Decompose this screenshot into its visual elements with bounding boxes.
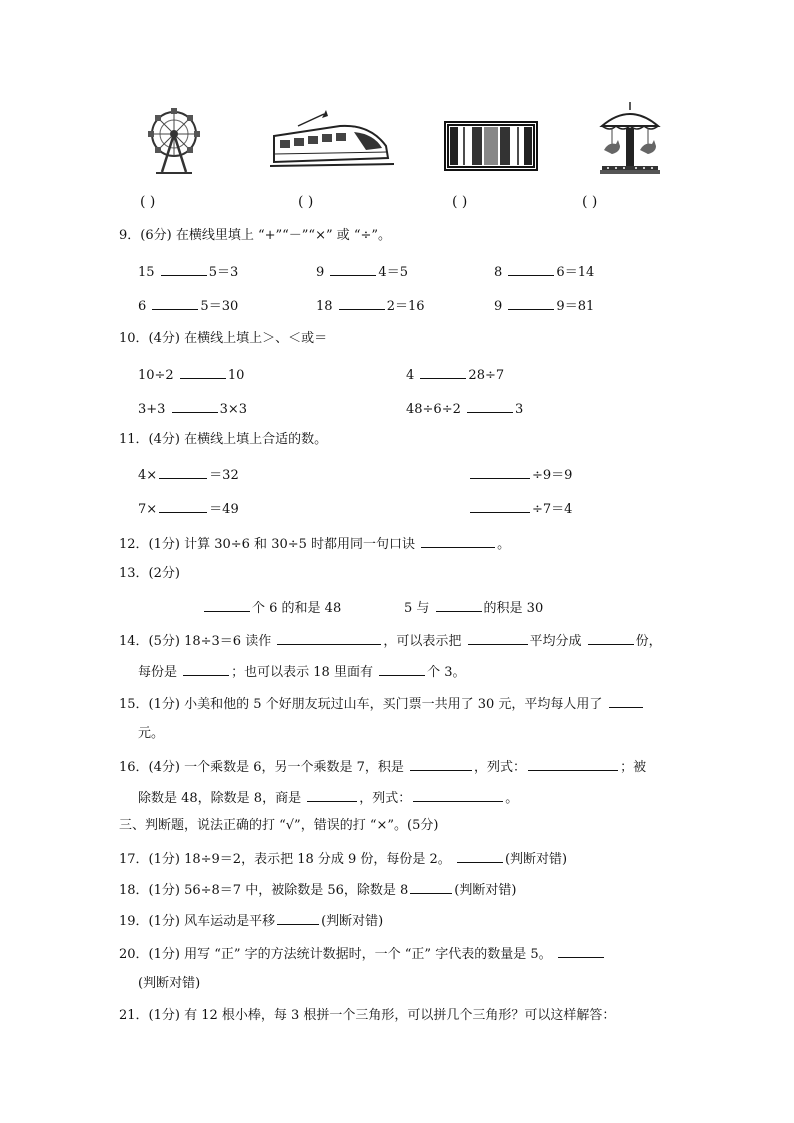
q13-item bbox=[202, 599, 341, 617]
answer-blank[interactable] bbox=[420, 366, 466, 379]
question-text: ，列式： bbox=[474, 760, 527, 775]
question-10-title: 10．(4分) 在横线上填上＞、＜或＝ bbox=[119, 331, 328, 346]
question-15-line2: 元。 bbox=[138, 726, 165, 741]
carousel-icon bbox=[598, 102, 662, 180]
question-text: ，列式： bbox=[359, 791, 412, 806]
q13-item bbox=[404, 599, 543, 617]
answer-blank[interactable] bbox=[183, 663, 229, 676]
question-16-line2 bbox=[138, 789, 518, 807]
answer-blank[interactable] bbox=[159, 466, 207, 479]
q11-item bbox=[468, 466, 572, 484]
ferris-wheel-icon bbox=[146, 104, 202, 180]
answer-blank[interactable] bbox=[588, 632, 634, 645]
q10-item bbox=[406, 400, 523, 418]
question-20-line2: (判断对错) bbox=[138, 976, 201, 991]
q11-item bbox=[468, 500, 572, 518]
question-18 bbox=[119, 881, 516, 899]
question-text: 。 bbox=[497, 537, 511, 552]
operand: ÷7＝4 bbox=[532, 502, 573, 517]
question-13-title: 13．(2分) bbox=[119, 566, 180, 581]
question-15-line1 bbox=[119, 695, 645, 713]
operand: ＝49 bbox=[209, 502, 239, 517]
answer-blank[interactable] bbox=[159, 500, 207, 513]
judge-label: (判断对错) bbox=[454, 883, 517, 898]
operand: 5＝3 bbox=[208, 265, 239, 280]
answer-blank[interactable] bbox=[467, 400, 513, 413]
q9-item bbox=[316, 297, 425, 315]
operand: 4 bbox=[406, 368, 415, 383]
question-21: 21．(1分) 有 12 根小棒，每 3 根拼一个三角形，可以拼几个三角形？可以这样解答： bbox=[119, 1008, 616, 1023]
question-text: 16．(4分) 一个乘数是 6，另一个乘数是 7，积是 bbox=[119, 760, 404, 775]
q10-item bbox=[138, 366, 244, 384]
operand: 6＝14 bbox=[556, 265, 595, 280]
q10-item bbox=[406, 366, 504, 384]
operand: 9 bbox=[316, 265, 325, 280]
operand: 8 bbox=[494, 265, 503, 280]
question-14-line1 bbox=[119, 632, 662, 650]
answer-blank[interactable] bbox=[379, 663, 425, 676]
question-text: 17．(1分) 18÷9＝2，表示把 18 分成 9 份，每份是 2。 bbox=[119, 852, 451, 867]
operand: 3+3 bbox=[138, 402, 166, 417]
question-16-line1 bbox=[119, 758, 646, 776]
question-text: 20．(1分) 用写 “正” 字的方法统计数据时，一个 “正” 字代表的数量是 5。 bbox=[119, 947, 552, 962]
sliding-window-icon bbox=[444, 121, 538, 175]
q11-item bbox=[138, 500, 239, 518]
q10-item bbox=[138, 400, 247, 418]
question-20-line1 bbox=[119, 945, 606, 963]
answer-blank[interactable] bbox=[508, 297, 554, 310]
answer-blank[interactable] bbox=[508, 263, 554, 276]
question-text: 的积是 30 bbox=[483, 601, 544, 616]
question-9-title: 9．(6分) 在横线里填上 “+”“－”“×” 或 “÷”。 bbox=[119, 228, 392, 243]
answer-blank[interactable] bbox=[470, 500, 530, 513]
question-text: ，可以表示把 bbox=[383, 634, 462, 649]
answer-blank[interactable] bbox=[204, 599, 250, 612]
question-14-line2 bbox=[138, 663, 466, 681]
answer-blank[interactable] bbox=[558, 945, 604, 958]
question-text: 18．(1分) 56÷8＝7 中，被除数是 56，除数是 8 bbox=[119, 883, 409, 898]
operand: 5＝30 bbox=[200, 299, 239, 314]
answer-blank[interactable] bbox=[421, 535, 495, 548]
answer-blank[interactable] bbox=[339, 297, 385, 310]
question-12 bbox=[119, 535, 510, 553]
answer-blank[interactable] bbox=[457, 850, 503, 863]
question-text: 19．(1分) 风车运动是平移 bbox=[119, 914, 276, 929]
question-text: ；被 bbox=[620, 760, 647, 775]
question-text: 平均分成 bbox=[529, 634, 582, 649]
operand: 9 bbox=[494, 299, 503, 314]
question-text: 份， bbox=[635, 634, 662, 649]
q9-item bbox=[494, 297, 594, 315]
question-text: 14．(5分) 18÷3＝6 读作 bbox=[119, 634, 272, 649]
operand: 9＝81 bbox=[556, 299, 595, 314]
question-text: 个 3。 bbox=[427, 665, 466, 680]
operand: ＝32 bbox=[209, 468, 239, 483]
operand: 4× bbox=[138, 468, 158, 483]
operand: 4＝5 bbox=[378, 265, 408, 280]
question-19 bbox=[119, 912, 383, 930]
answer-blank[interactable] bbox=[307, 789, 357, 802]
answer-blank[interactable] bbox=[410, 758, 472, 771]
operand: 28÷7 bbox=[468, 368, 505, 383]
answer-blank[interactable] bbox=[152, 297, 198, 310]
q9-item bbox=[138, 297, 238, 315]
answer-blank[interactable] bbox=[609, 695, 643, 708]
answer-blank[interactable] bbox=[180, 366, 226, 379]
operand: 18 bbox=[316, 299, 333, 314]
operand: 10÷2 bbox=[138, 368, 174, 383]
judge-label: (判断对错) bbox=[321, 914, 384, 929]
answer-blank[interactable] bbox=[413, 789, 503, 802]
answer-paren[interactable]: ( ) bbox=[452, 194, 468, 210]
answer-blank[interactable] bbox=[277, 912, 319, 925]
judge-label: (判断对错) bbox=[504, 852, 568, 867]
q11-item bbox=[138, 466, 239, 484]
question-text: ；也可以表示 18 里面有 bbox=[231, 665, 373, 680]
answer-paren[interactable]: ( ) bbox=[582, 194, 598, 210]
answer-paren[interactable]: ( ) bbox=[298, 194, 314, 210]
answer-blank[interactable] bbox=[528, 758, 618, 771]
q9-item bbox=[316, 263, 408, 281]
answer-paren[interactable]: ( ) bbox=[140, 194, 156, 210]
answer-blank[interactable] bbox=[470, 466, 530, 479]
question-text: 。 bbox=[505, 791, 519, 806]
operand: 2＝16 bbox=[386, 299, 425, 314]
answer-blank[interactable] bbox=[172, 400, 218, 413]
question-text: 5 与 bbox=[404, 601, 430, 616]
operand: 6 bbox=[138, 299, 147, 314]
section-3-title: 三、判断题，说法正确的打 “√”，错误的打 “×”。(5分) bbox=[119, 818, 439, 833]
operand: 10 bbox=[227, 368, 245, 383]
question-17 bbox=[119, 850, 567, 868]
operand: 7× bbox=[138, 502, 158, 517]
answer-blank[interactable] bbox=[468, 632, 528, 645]
question-text: 15．(1分) 小美和他的 5 个好朋友玩过山车，买门票一共用了 30 元，平均每人用了 bbox=[119, 697, 603, 712]
question-text: 12．(1分) 计算 30÷6 和 30÷5 时都用同一句口诀 bbox=[119, 537, 416, 552]
train-icon bbox=[270, 106, 396, 178]
answer-blank[interactable] bbox=[410, 881, 452, 894]
answer-blank[interactable] bbox=[436, 599, 482, 612]
question-text: 除数是 48，除数是 8，商是 bbox=[138, 791, 302, 806]
question-11-title: 11．(4分) 在横线上填上合适的数。 bbox=[119, 432, 328, 447]
answer-blank[interactable] bbox=[277, 632, 381, 645]
operand: 3 bbox=[515, 402, 524, 417]
answer-blank[interactable] bbox=[161, 263, 207, 276]
operand: 3×3 bbox=[219, 402, 248, 417]
q9-item bbox=[494, 263, 594, 281]
q9-item bbox=[138, 263, 238, 281]
question-text: 个 6 的和是 48 bbox=[252, 601, 342, 616]
operand: 48÷6÷2 bbox=[406, 402, 461, 417]
operand: 15 bbox=[138, 265, 155, 280]
question-text: 每份是 bbox=[138, 665, 178, 680]
operand: ÷9＝9 bbox=[532, 468, 573, 483]
answer-blank[interactable] bbox=[330, 263, 376, 276]
